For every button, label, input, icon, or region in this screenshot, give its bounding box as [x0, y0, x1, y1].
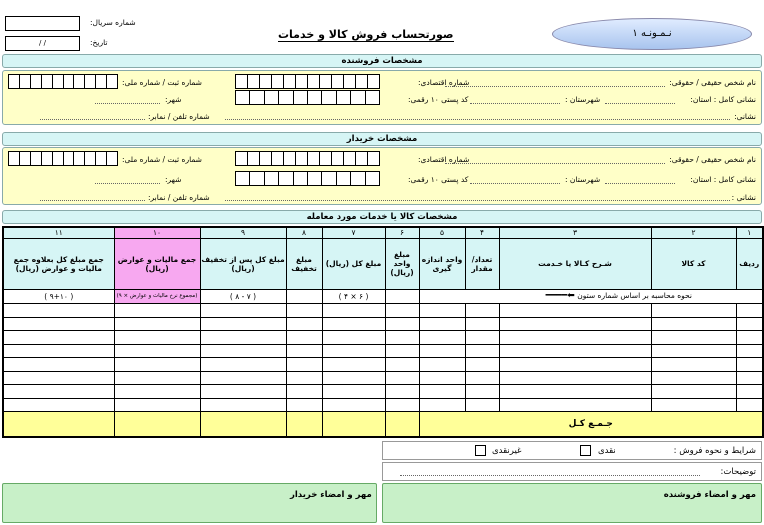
table-row[interactable]	[3, 317, 763, 330]
buyer-sign-label: مهر و امضاء خریدار	[290, 490, 372, 500]
col-title-desc: شـرح کـالا یا خـدمت	[499, 238, 651, 289]
serial-field[interactable]	[5, 16, 80, 31]
seller-economic-label: شماره اقتصادی:	[418, 78, 470, 87]
sample-badge	[552, 18, 752, 50]
buyer-sign-box	[2, 483, 377, 523]
col-title-discount: مبلغ تخفیف	[286, 238, 322, 289]
col-title-row: ردیف	[736, 238, 763, 289]
col-title-after-discount: مبلغ کل پس از تخفیف (ریال)	[200, 238, 286, 289]
buyer-name-label: نام شخص حقیقی / حقوقی:	[669, 155, 756, 164]
table-row[interactable]	[3, 304, 763, 317]
col-num: ۴	[465, 227, 499, 238]
buyer-economic-cells[interactable]	[235, 151, 380, 166]
col-num: ۶	[385, 227, 419, 238]
sample-text: نـمـونـه ۱	[632, 28, 672, 39]
col-num: ۵	[419, 227, 465, 238]
date-field[interactable]	[5, 36, 80, 51]
seller-economic-cells[interactable]	[235, 74, 380, 89]
cash-label: نقدی	[598, 446, 616, 456]
buyer-phone-label: شماره تلفن / نمابر:	[148, 193, 210, 202]
seller-reg-cells[interactable]	[8, 74, 118, 89]
buyer-economic-label: شماره اقتصادی:	[418, 155, 470, 164]
arrow-left-icon: ⬅━━━━	[545, 291, 575, 302]
table-row[interactable]	[3, 344, 763, 357]
col-num: ۱	[736, 227, 763, 238]
seller-county-label: شهرستان :	[565, 95, 601, 104]
col-num: ۱۱	[3, 227, 114, 238]
seller-name-label: نام شخص حقیقی / حقوقی:	[669, 78, 756, 87]
seller-reg-label: شماره ثبت / شماره ملی:	[122, 78, 202, 87]
notes-label: توضیحات:	[720, 467, 756, 477]
buyer-postal-cells[interactable]	[235, 171, 380, 186]
cash-checkbox[interactable]	[580, 445, 591, 456]
buyer-postal-label: کد پستی ۱۰ رقمی:	[408, 175, 469, 184]
formula-9: ( ۷ - ۸ )	[200, 289, 286, 304]
total-7	[322, 412, 385, 438]
buyer-county-label: شهرستان :	[565, 175, 601, 184]
formula-7: ( ۶ × ۴ )	[322, 289, 385, 304]
formula-10: (مجموع نرخ مالیات و عوارض × ۹)	[114, 289, 200, 304]
goods-table	[2, 226, 764, 438]
col-num: ۸	[286, 227, 322, 238]
col-num: ۲	[651, 227, 736, 238]
col-title-unit: واحد اندازه گیری	[419, 238, 465, 289]
buyer-city-label: شهر:	[165, 175, 182, 184]
noncash-label: غیرنقدی	[492, 446, 522, 456]
formula-11: ( ۹+۱۰ )	[3, 289, 114, 304]
seller-city-label: شهر:	[165, 95, 182, 104]
date-label: تاریخ:	[90, 38, 108, 47]
col-title-qty: تعداد/ مقدار	[465, 238, 499, 289]
buyer-addr2-label: نشانی :	[731, 193, 756, 202]
buyer-reg-label: شماره ثبت / شماره ملی:	[122, 155, 202, 164]
col-title-total: مبلغ کل (ریال)	[322, 238, 385, 289]
col-title-code: کد کالا	[651, 238, 736, 289]
goods-heading: مشخصات کالا یا خدمات مورد معامله	[2, 210, 762, 224]
table-row[interactable]	[3, 371, 763, 384]
seller-addr2-label: نشانی:	[734, 112, 756, 121]
page-title: صورتحساب فروش کالا و خدمات	[278, 28, 454, 41]
seller-address-label: نشانی کامل : استان:	[690, 95, 756, 104]
col-num: ۱۰	[114, 227, 200, 238]
col-num: ۹	[200, 227, 286, 238]
seller-sign-box	[382, 483, 762, 523]
col-title-tax: جمع مالیات و عوارض (ریال)	[114, 238, 200, 289]
seller-postal-cells[interactable]	[235, 90, 380, 105]
buyer-reg-cells[interactable]	[8, 151, 118, 166]
table-row[interactable]	[3, 331, 763, 344]
buyer-address-label: نشانی کامل : استان:	[690, 175, 756, 184]
total-label: جـمـع کـل	[419, 412, 763, 438]
notes-box	[382, 462, 762, 481]
table-row[interactable]	[3, 358, 763, 371]
calc-note: نحوه محاسبه بر اساس شماره ستون	[577, 291, 692, 301]
terms-label: شرایط و نحوه فروش :	[673, 446, 756, 456]
col-num: ۳	[499, 227, 651, 238]
seller-heading: مشخصات فروشنده	[2, 54, 762, 68]
seller-postal-label: کد پستی ۱۰ رقمی:	[408, 95, 469, 104]
serial-label: شماره سریال:	[90, 18, 136, 27]
date-value: / /	[39, 39, 46, 47]
table-row[interactable]	[3, 385, 763, 398]
col-title-unit-price: مبلغ واحد (ریال)	[385, 238, 419, 289]
col-num: ۷	[322, 227, 385, 238]
table-row[interactable]	[3, 398, 763, 411]
noncash-checkbox[interactable]	[475, 445, 486, 456]
buyer-heading: مشخصات خریدار	[2, 132, 762, 146]
col-title-grand: جمع مبلغ کل بعلاوه جمع مالیات و عوارض (ریال)	[3, 238, 114, 289]
seller-sign-label: مهر و امضاء فروشنده	[663, 490, 756, 500]
notes-field[interactable]	[400, 475, 700, 476]
seller-phone-label: شماره تلفن / نمابر:	[148, 112, 210, 121]
